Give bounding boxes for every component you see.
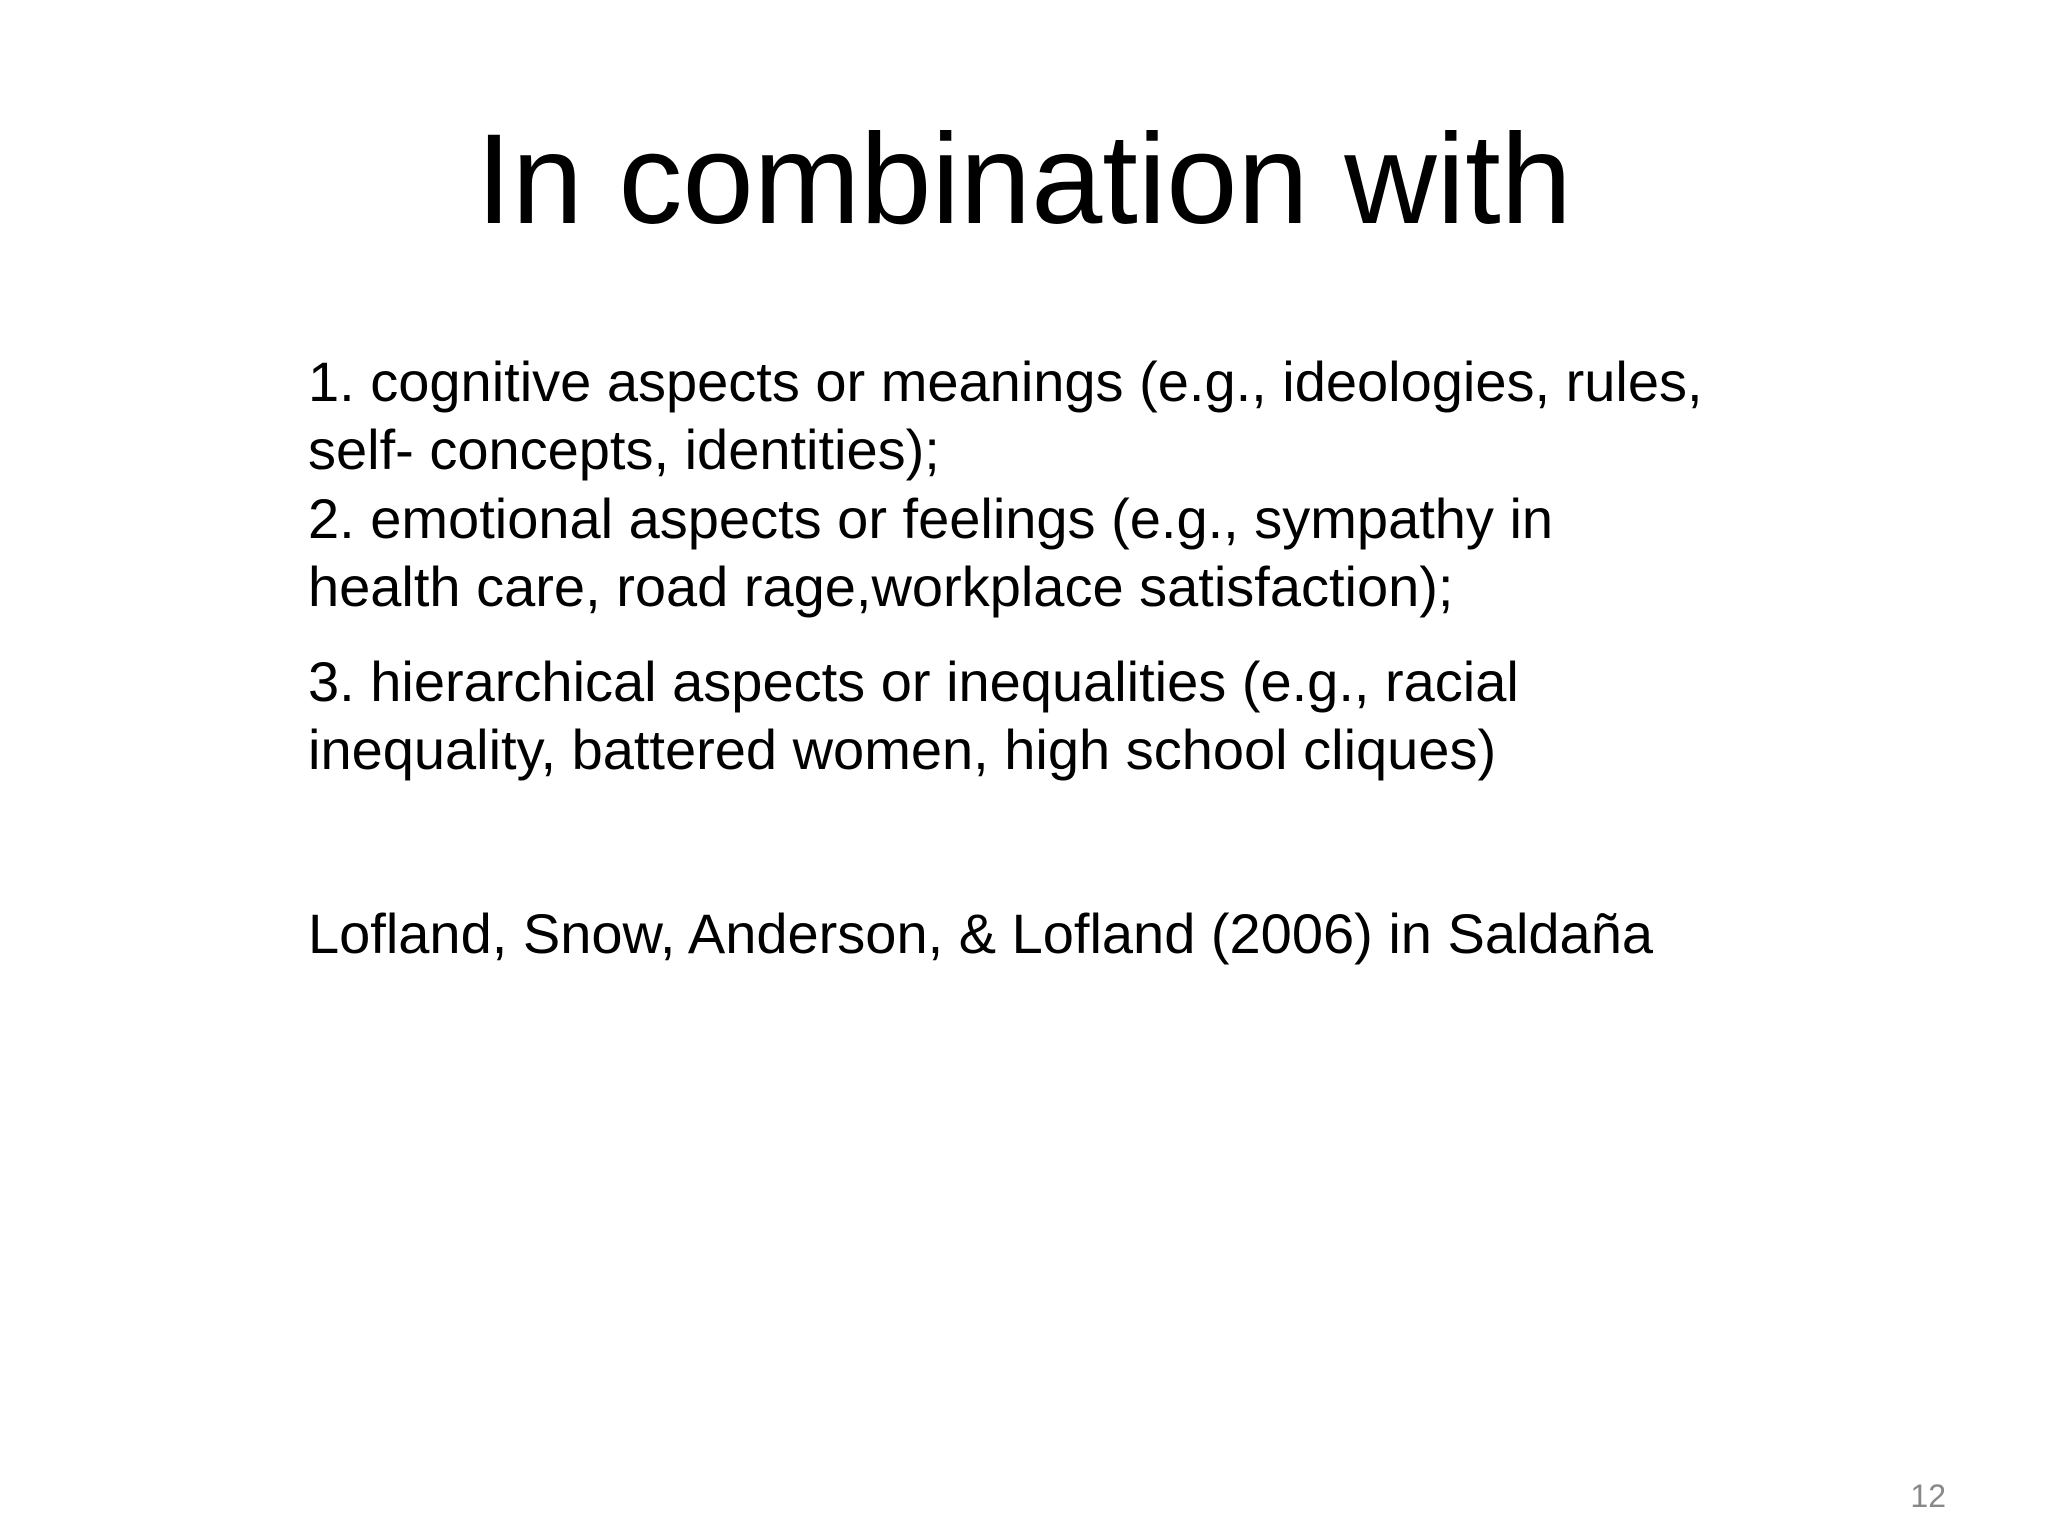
list-item-line: self- concepts, identities); [308, 418, 940, 481]
list-item-emotional [308, 485, 1868, 621]
list-item-cognitive [308, 348, 1868, 484]
list-item-hierarchical [308, 648, 1868, 784]
list-item-line: inequality, battered women, high school cliques) [308, 718, 1497, 781]
list-item-line: 1. cognitive aspects or meanings (e.g., ideologies, rules, [308, 350, 1703, 413]
list-item-line: health care, road rage,workplace satisfaction); [308, 555, 1454, 618]
page-number: 12 [1910, 1478, 1946, 1514]
slide-title: In combination with [476, 108, 1572, 251]
list-item-line: 3. hierarchical aspects or inequalities (e.g., racial [308, 650, 1519, 713]
list-item-line: 2. emotional aspects or feelings (e.g., sympathy in [308, 487, 1554, 550]
citation: Lofland, Snow, Anderson, & Lofland (2006) in Saldaña [308, 902, 1653, 965]
